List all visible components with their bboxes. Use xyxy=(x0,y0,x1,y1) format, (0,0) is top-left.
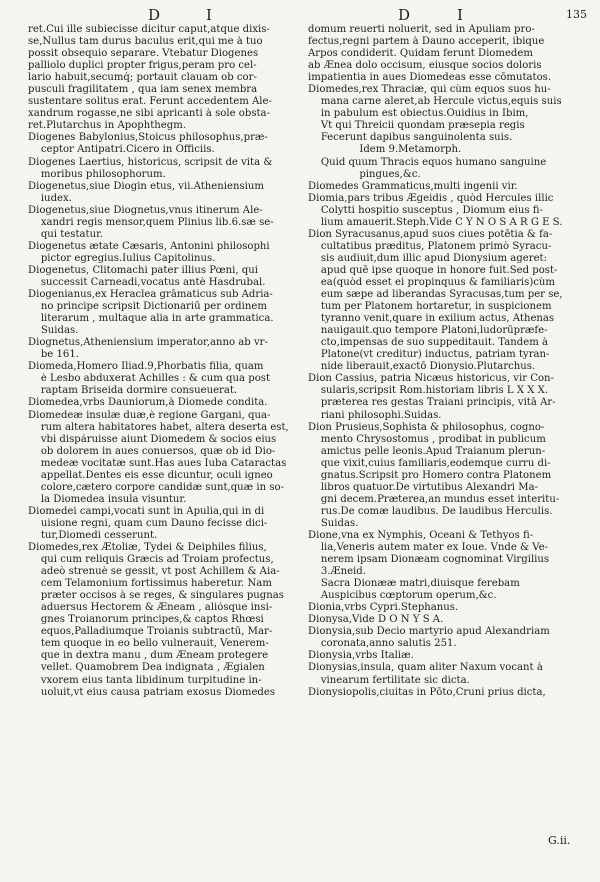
text-line: in pabulum est obiectus.Ouidius in Ibim, xyxy=(308,108,529,120)
text-line: adeò strenuè se gessit, vt post Achillem & Aia- xyxy=(28,566,280,578)
text-line: mento Chrysostomus , prodibat in publicum xyxy=(308,433,546,445)
text-line: que vixit,cuius familiaris,eodemque curru di- xyxy=(308,457,551,469)
text-line: Dion Syracusanus,apud suos ciues potētia & fa- xyxy=(308,228,553,240)
text-line: Auspicibus cœptorum operum,&c. xyxy=(308,590,497,602)
text-line: eum sæpe ad liberandas Syracusas,tum per se, xyxy=(308,289,563,301)
text-line: Dionysiopolis,ciuitas in Pōto,Cruni prius dicta, xyxy=(308,686,546,698)
text-line: lario habuit,secumq́; portauit clauam ob cor- xyxy=(28,72,257,84)
text-line: moribus philosophorum. xyxy=(28,168,166,180)
text-line: sustentare solitus erat. Ferunt accedentem Ale- xyxy=(28,96,272,108)
text-line: Dionysa,Vide D O N Y S A. xyxy=(308,614,444,626)
header-letter: I xyxy=(206,6,214,24)
text-line: gnes Troianorum principes,& captos Rhœsi xyxy=(28,614,264,626)
text-line: Diogenetus,siue Diogin etus, vii.Atheniensium xyxy=(28,180,264,192)
text-line: Diomeda,Homero Iliad.9,Phorbatis filia, quam xyxy=(28,361,264,373)
text-line: xandrum rogasse,ne sibi apricanti à sole obsta- xyxy=(28,108,270,120)
text-line: tyranno venit,quare in exilium actus, Athenas xyxy=(308,313,555,325)
text-line: nide liberauit,exactō Dionysio.Plutarchus. xyxy=(308,361,536,373)
text-line: ceptor Antipatri.Cicero in Officiis. xyxy=(28,144,215,156)
text-line: præter occisos à se reges, & singulares pugnas xyxy=(28,590,284,602)
text-line: tem quoque in eo bello vulnerauit, Venerem- xyxy=(28,638,269,650)
text-line: Vt qui Threicii quondam præsepia regis xyxy=(308,120,525,132)
text-line: qui cum reliquis Græcis ad Troiam profectus, xyxy=(28,554,274,566)
text-line: equos,Palladiumque Troianis subtractū, Mar- xyxy=(28,626,273,638)
text-line: ab Ænea dolo occisum, eiusque socios doloris xyxy=(308,60,542,72)
text-line: que in dextra manu , dum Æneam protegere xyxy=(28,650,269,662)
signature-mark: G.ii. xyxy=(548,834,571,847)
text-line: fectus,regni partem à Dauno acceperit, ibique xyxy=(308,36,545,48)
text-line: libros quatuor.De virtutibus Alexandri Ma- xyxy=(308,481,538,493)
text-line: medeæ vocitatæ sunt.Has aues Iuba Cataractas xyxy=(28,457,287,469)
text-line: vinearum fertilitate sic dicta. xyxy=(308,674,470,686)
text-line: cultatibus præditus, Platonem primò Syracu- xyxy=(308,240,552,252)
text-line: Diomedea,vrbs Dauniorum,à Diomede condita. xyxy=(28,397,268,409)
text-line: cem Telamonium fortissimus haberetur. Nam xyxy=(28,578,272,590)
text-line: Dione,vna ex Nymphis, Oceani & Tethyos fi- xyxy=(308,529,534,541)
text-line: Fecerunt dapibus sanguinolenta suis. xyxy=(308,132,513,144)
text-line: Arpos condiderit. Quidam ferunt Diomedem xyxy=(308,48,533,60)
text-line: impatientia in aues Diomedeas esse cōmutatos. xyxy=(308,72,552,84)
text-line: la Diomedea insula visuntur. xyxy=(28,493,187,505)
text-line: pictor egregius.Iulius Capitolinus. xyxy=(28,252,216,264)
text-line: ea(quòd esset ei propinquus & familiaris)cùm xyxy=(308,276,555,288)
text-line: ob dolorem in aues conuersos, quæ ob id Dio- xyxy=(28,445,276,457)
text-line: Platone(vt creditur) inductus, patriam tyran- xyxy=(308,349,550,361)
text-line: Dionysia,sub Decio martyrio apud Alexandriam xyxy=(308,626,550,638)
text-line: 3.Æneid. xyxy=(308,566,366,578)
text-line: sularis,scripsit Rom.historiam libris L X X X. xyxy=(308,385,549,397)
text-line: ret.Plutarchus in Apophthegm. xyxy=(28,120,187,132)
right-text-column xyxy=(308,24,590,699)
text-line: Diomedei campi,vocati sunt in Apulia,qui in di xyxy=(28,505,265,517)
text-line: vellet. Quamobrem Dea indignata , Ægialen xyxy=(28,662,265,674)
text-line: qui testatur. xyxy=(28,228,103,240)
text-line: pingues,&c. xyxy=(308,168,421,180)
text-line: palliolo duplici propter frigus,peram pro cel- xyxy=(28,60,257,72)
text-line: literarum , multaque alia in arte grammatica. xyxy=(28,313,274,325)
text-line: tum per Platonem hortaretur, in suspicionem xyxy=(308,301,552,313)
text-line: Idem 9.Metamorph. xyxy=(308,144,462,156)
text-line: pusculi fragilitatem , qua iam senex membra xyxy=(28,84,258,96)
text-line: nauigauit.quo tempore Platoni,ludorūpræfe- xyxy=(308,325,548,337)
text-line: riani philosophi.Suidas. xyxy=(308,409,442,421)
text-line: xandri regis mensor,quem Plinius lib.6.sæ se- xyxy=(28,216,274,228)
text-line: Sacra Dionææ matri,diuisque ferebam xyxy=(308,578,520,590)
text-line: Quid quum Thracis equos humano sanguine xyxy=(308,156,547,168)
text-line: Dion Prusieus,Sophista & philosophus, cogno- xyxy=(308,421,545,433)
text-line: Colytti hospitio susceptus , Diomum eius fi- xyxy=(308,204,543,216)
text-line: Diogenes Babylonius,Stoicus philosophus,præ- xyxy=(28,132,268,144)
text-line: raptam Briseida dormire consueuerat. xyxy=(28,385,238,397)
text-line: Diomedes Grammaticus,multi ingenii vir. xyxy=(308,180,518,192)
text-line: lia,Veneris autem mater ex Ioue. Vnde & Ve- xyxy=(308,542,548,554)
text-line: Diomedes,rex Ætoliæ, Tydei & Deiphiles filius, xyxy=(28,542,267,554)
text-line: præterea res gestas Traiani principis, vitā Ar- xyxy=(308,397,556,409)
text-line: sis audiuit,dum illic apud Dionysium ageret: xyxy=(308,252,547,264)
text-line: ret.Cui ille subiecisse dicitur caput,atque dixis- xyxy=(28,24,270,35)
text-line: Dionysia,vrbs Italiæ. xyxy=(308,650,414,662)
text-line: è Lesbo abduxerat Achilles : & cum qua post xyxy=(28,373,271,385)
text-line: appellat.Dentes eis esse dicuntur, oculi igneo xyxy=(28,469,273,481)
text-line: coronata,anno salutis 251. xyxy=(308,638,457,650)
text-line: Diognetus,Atheniensium imperator,anno ab vr- xyxy=(28,337,268,349)
header-letter: D xyxy=(398,6,413,24)
text-line: uisione regni, quam cum Dauno fecisse dici- xyxy=(28,517,268,529)
left-text-column xyxy=(28,24,306,699)
text-line: cto,impensas de suo suppeditauit. Tandem à xyxy=(308,337,549,349)
text-line: rus.De comæ laudibus. De laudibus Herculis. xyxy=(308,505,553,517)
header-letter: D xyxy=(148,6,163,24)
text-line: apud quē ipse quoque in honore fuit.Sed post- xyxy=(308,264,558,276)
text-line: possit obsequio separare. Vtebatur Diogenes xyxy=(28,48,259,60)
text-line: Dion Cassius, patria Nicæus historicus, vir Con- xyxy=(308,373,554,385)
text-line: colore,cætero corpore candidæ sunt,quæ in so- xyxy=(28,481,284,493)
text-line: tur,Diomedi cesserunt. xyxy=(28,529,158,541)
text-line: Diogenetus,siue Diognetus,vnus itinerum Ale- xyxy=(28,204,263,216)
text-line: aduersus Hectorem & Æneam , aliósque insi- xyxy=(28,602,273,614)
text-line: Suidas. xyxy=(28,325,79,337)
text-line: gni decem.Præterea,an mundus esset interitu- xyxy=(308,493,560,505)
text-line: Diomedeæ insulæ duæ,è regione Gargani, qua- xyxy=(28,409,271,421)
text-line: Dionysias,insula, quam aliter Naxum vocant à xyxy=(308,662,543,674)
text-line: be 161. xyxy=(28,349,79,361)
text-line: no principe scripsit Dictionariū per ordinem xyxy=(28,301,267,313)
text-line: Suidas. xyxy=(308,517,359,529)
text-line: iudex. xyxy=(28,192,72,204)
text-line: Dionia,vrbs Cypri.Stephanus. xyxy=(308,602,459,614)
text-line: Diomia,pars tribus Ægeidis , quòd Hercules illic xyxy=(308,192,554,204)
text-line: uoluit,vt eius causa patriam exosus Diomedes xyxy=(28,686,276,698)
text-line: mana carne aleret,ab Hercule victus,equis suis xyxy=(308,96,562,108)
text-line: Diogenianus,ex Heraclea grāmaticus sub Adria- xyxy=(28,289,273,301)
page-number: 135 xyxy=(566,8,587,21)
text-line: rum altera habitatores habet, altera deserta est, xyxy=(28,421,289,433)
text-line: Diomedes,rex Thraciæ, qui cùm equos suos hu- xyxy=(308,84,551,96)
text-line: lium amauerit.Steph.Vide C Y N O S A R G E S. xyxy=(308,216,563,228)
text-line: nerem ipsam Dionæam cognominat Virgilius xyxy=(308,554,550,566)
text-line: gnatus.Scripsit pro Homero contra Platonem xyxy=(308,469,552,481)
text-line: vxorem eius tanta libidinum turpitudine in- xyxy=(28,674,262,686)
text-line: domum reuerti noluerit, sed in Apuliam pro- xyxy=(308,24,535,35)
text-line: vbi dispáruisse aiunt Diomedem & socios eius xyxy=(28,433,277,445)
header-letter: I xyxy=(457,6,465,24)
text-line: Diogenetus, Clitomachi pater illius Pœni, qui xyxy=(28,264,258,276)
text-line: Diogenes Laertius, historicus, scripsit de vita & xyxy=(28,156,273,168)
text-line: se,Nullus tam durus baculus erit,qui me à tuo xyxy=(28,36,263,48)
text-line: amictus pelle leonis.Apud Traianum plerun- xyxy=(308,445,546,457)
text-line: successit Carneadi,vocatus antè Hasdrubal. xyxy=(28,276,266,288)
text-line: Diogenetus ætate Cæsaris, Antonini philosophi xyxy=(28,240,270,252)
